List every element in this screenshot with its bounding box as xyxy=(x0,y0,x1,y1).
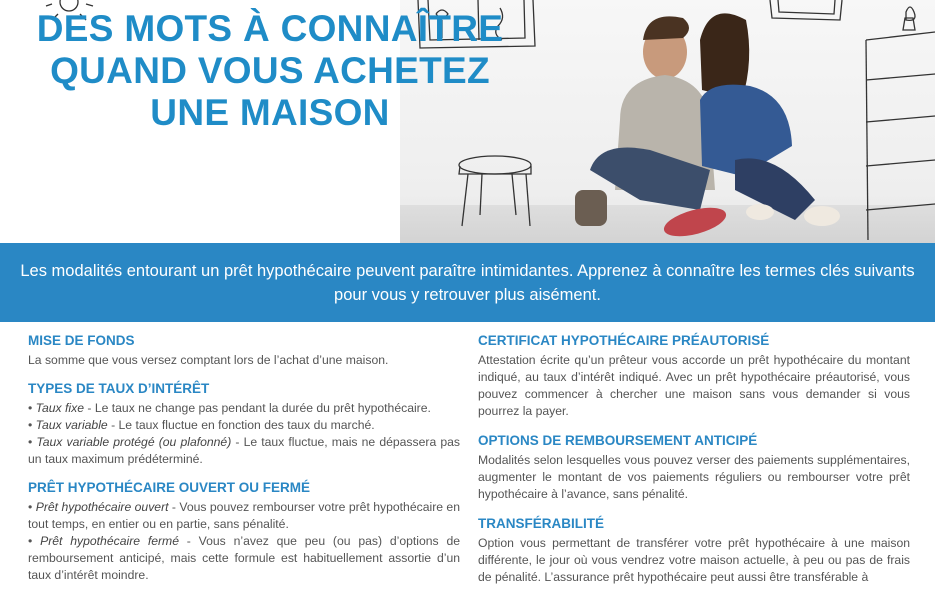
definition: - Le taux ne change pas pendant la durée du prêt hypothécaire. xyxy=(83,401,431,415)
list-item: • Taux fixe - Le taux ne change pas pendant la durée du prêt hypothécaire. xyxy=(28,401,431,415)
table-doodle-icon xyxy=(459,156,531,226)
page-title: DES MOTS À CONNAÎTRE QUAND VOUS ACHETEZ UNE MAISON xyxy=(36,8,504,133)
definition: - Le taux fluctue en fonction des taux du marché. xyxy=(107,418,375,432)
section-heading: MISE DE FONDS xyxy=(28,333,135,348)
section-body: Attestation écrite qu’un prêteur vous accorde un prêt hypothécaire du montant indiqué, au taux d’intérêt indiqué. Avec un prêt hypothécaire préautorisé, vous pouvez commencer à chercher une maison sans vous demander si vous pourrez la payer. xyxy=(478,353,910,418)
section-mise-de-fonds xyxy=(28,332,460,369)
list-item: • Prêt hypothécaire ouvert - Vous pouvez rembourser votre prêt hypothécaire en tout temps, en entier ou en partie, sans pénalité. xyxy=(28,500,460,531)
section-heading: TYPES DE TAUX D’INTÉRÊT xyxy=(28,381,210,396)
section-heading: CERTIFICAT HYPOTHÉCAIRE PRÉAUTORISÉ xyxy=(478,333,770,348)
section-heading: OPTIONS DE REMBOURSEMENT ANTICIPÉ xyxy=(478,433,758,448)
section-body: Option vous permettant de transférer votre prêt hypothécaire à une maison différente, le jour où vous vendrez votre maison actuelle, à peu ou pas de frais de pénalité. L’assurance prêt hypothécaire peut aussi être transférable à xyxy=(478,536,910,584)
hero-section xyxy=(0,0,935,243)
couple-photo xyxy=(575,13,840,242)
list-item: • Prêt hypothécaire fermé - Vous n’avez que peu (ou pas) d’options de remboursement anticipé, mais cette formule est habituellement assortie d’un taux d’intérêt moindre. xyxy=(28,534,460,582)
term: Taux variable protégé (ou plafonné) xyxy=(36,435,232,449)
left-column xyxy=(28,332,460,595)
section-certificat xyxy=(478,332,910,420)
section-heading: PRÊT HYPOTHÉCAIRE OUVERT OU FERMÉ xyxy=(28,480,311,495)
section-transferabilite xyxy=(478,515,910,586)
definition: - Le taux fluctue, mais ne dépassera pas un taux maximum prédéterminé. xyxy=(28,435,460,466)
term: Taux fixe xyxy=(35,401,84,415)
section-body: Modalités selon lesquelles vous pouvez verser des paiements supplémentaires, augmenter le montant de vos paiements réguliers ou rembourser votre prêt hypothécaire à l’avance, sans pénalité. xyxy=(478,453,910,501)
right-column xyxy=(478,332,910,598)
picture-frame-doodle-icon xyxy=(770,0,842,20)
list-item: • Taux variable protégé (ou plafonné) - Le taux fluctue, mais ne dépassera pas un taux maximum prédéterminé. xyxy=(28,435,460,466)
section-heading: TRANSFÉRABILITÉ xyxy=(478,516,604,531)
shelf-doodle-icon xyxy=(866,7,935,240)
section-pret-ouvert-ferme xyxy=(28,479,460,584)
term: Taux variable xyxy=(35,418,108,432)
intro-text: Les modalités entourant un prêt hypothécaire peuvent paraître intimidantes. Apprenez à connaître les termes clés suivants pour vous y retrouver plus aisément. xyxy=(20,262,915,304)
definition: - Vous pouvez rembourser votre prêt hypothécaire en tout temps, en entier ou en partie, sans pénalité. xyxy=(28,500,460,531)
definition: - Vous n’avez que peu (ou pas) d’options de remboursement anticipé, mais cette formule est habituellement assortie d’un taux d’intérêt moindre. xyxy=(28,534,460,582)
term: Prêt hypothécaire ouvert xyxy=(35,500,169,514)
term: Prêt hypothécaire fermé xyxy=(40,534,179,548)
section-options-remboursement xyxy=(478,432,910,503)
section-types-taux xyxy=(28,380,460,468)
list-item: • Taux variable - Le taux fluctue en fonction des taux du marché. xyxy=(28,418,375,432)
section-body: La somme que vous versez comptant lors de l’achat d’une maison. xyxy=(28,353,389,367)
intro-banner xyxy=(0,243,935,322)
